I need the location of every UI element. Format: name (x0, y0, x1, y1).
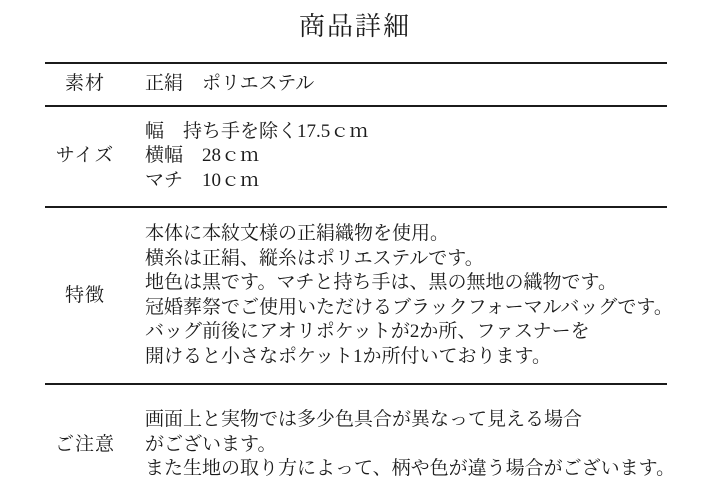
row-value-note (145, 408, 675, 482)
feature-line-4: 冠婚葬祭でご使用いただけるブラックフォーマルバッグです。 (145, 296, 673, 318)
table-row-size (45, 105, 667, 207)
row-label-size: サイズ (55, 145, 115, 167)
size-line-width: 幅 持ち手を除く17.5ｃｍ (145, 120, 369, 142)
size-line-gusset: マチ 10ｃｍ (145, 169, 260, 191)
feature-line-6: 開けると小さなポケット1か所付いております。 (145, 345, 552, 367)
note-line-3: また生地の取り方によって、柄や色が違う場合がございます。 (145, 458, 676, 479)
feature-line-3: 地色は黒です。マチと持ち手は、黒の無地の織物です。 (145, 272, 617, 293)
row-label-feature: 特徴 (64, 284, 105, 306)
table-row-note (45, 383, 676, 494)
row-value-feature (145, 222, 673, 369)
row-label-material: 素材 (64, 73, 105, 95)
note-line-1: 画面上と実物では多少色具合が異なって見える場合 (145, 409, 583, 430)
table-row-feature (45, 206, 673, 383)
feature-line-2: 横糸は正絹、縦糸はポリエステルです。 (145, 247, 484, 269)
material-line: 正絹 ポリエステル (145, 73, 315, 94)
feature-line-1: 本体に本紋文様の正絹織物を使用。 (145, 223, 450, 244)
product-detail-table (45, 62, 676, 494)
feature-line-5: バッグ前後にアオリポケットが2か所、ファスナーを (145, 321, 590, 342)
row-value-size (145, 120, 368, 194)
table-row-material (45, 62, 667, 105)
page-title: 商品詳細 (298, 12, 411, 41)
row-label-note: ご注意 (54, 433, 115, 455)
note-line-2: がございます。 (145, 433, 277, 455)
size-line-horizontal-width: 横幅 28ｃｍ (145, 145, 260, 166)
row-value-material (145, 72, 314, 97)
